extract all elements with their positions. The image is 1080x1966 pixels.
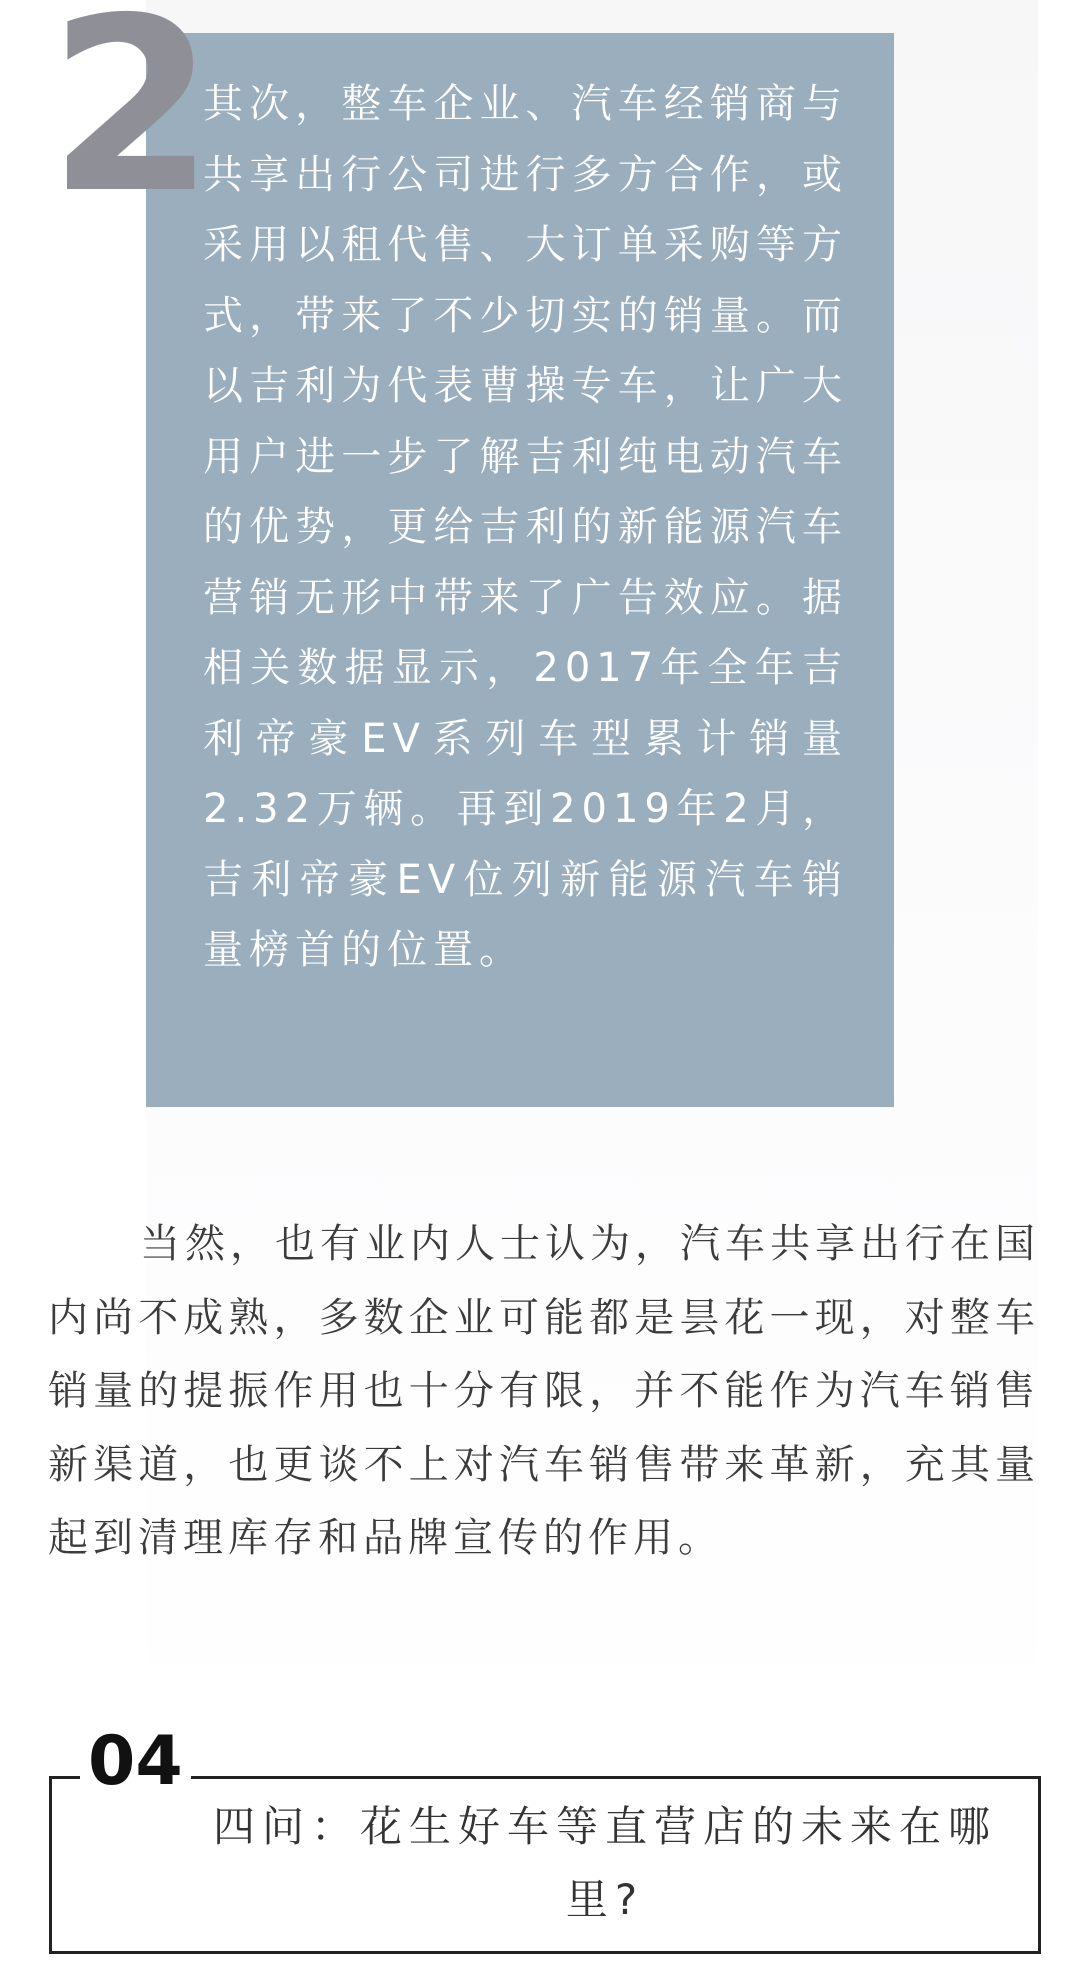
section-numeral: 2	[48, 0, 211, 246]
highlight-quote-box	[146, 33, 894, 1107]
section-number: 04	[80, 1726, 191, 1797]
body-paragraph: 当然，也有业内人士认为，汽车共享出行在国内尚不成熟，多数企业可能都是昙花一现，对整车销量的提振作用也十分有限，并不能作为汽车销售新渠道，也更谈不上对汽车销售带来革新，充其量起到清理库存和品牌宣传的作用。	[48, 1221, 1040, 1561]
section-title: 四问：花生好车等直营店的未来在哪里?	[212, 1802, 997, 1924]
quote-text: 其次，整车企业、汽车经销商与共享出行公司进行多方合作，或采用以租代售、大订单采购等方式，带来了不少切实的销量。而以吉利为代表曹操专车，让广大用户进一步了解吉利纯电动汽车的优势，更给吉利的新能源汽车营销无形中带来了广告效应。据相关数据显示，2017年全年吉利帝豪EV系列车型累计销量2.32万辆。再到2019年2月，吉利帝豪EV位列新能源汽车销量榜首的位置。	[203, 81, 848, 973]
